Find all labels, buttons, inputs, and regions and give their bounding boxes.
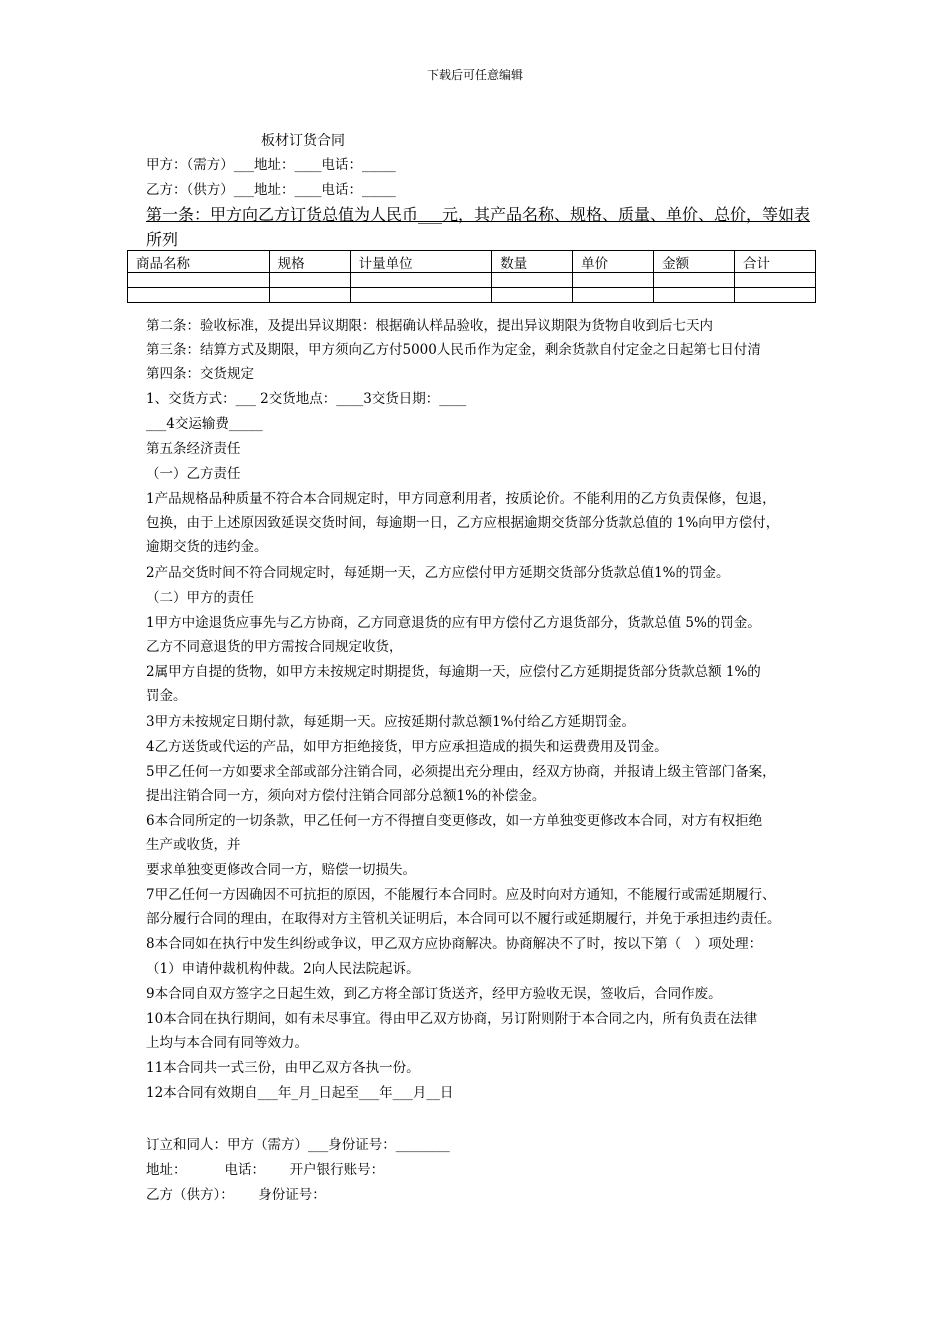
body-line: 5甲乙任何一方如要求全部或部分注销合同，必须提出充分理由，经双方协商，并报请上级主管部门备案， <box>146 764 776 780</box>
table-row <box>128 273 816 288</box>
table-header-cell: 金额 <box>654 251 735 273</box>
body-line: 第二条：验收标准，及提出异议期限：根据确认样品验收，提出异议期限为货物自收到后七天内 <box>146 318 713 334</box>
table-header-row <box>128 251 816 273</box>
table-header-cell: 合计 <box>735 251 816 273</box>
body-line: 逾期交货的违约金。 <box>146 539 268 555</box>
table-header-cell: 商品名称 <box>128 251 270 273</box>
body-line: 第三条：结算方式及期限，甲方须向乙方付5000人民币作为定金，剩余货款自付定金之日起第七日付清 <box>146 342 761 358</box>
body-line: 乙方不同意退货的甲方需按合同规定收货， <box>146 639 403 655</box>
table-header-cell: 计量单位 <box>350 251 492 273</box>
article-1-line-2: 所列 <box>146 230 179 249</box>
body-line: 7甲乙任何一方因确因不可抗拒的原因，不能履行本合同时。应及时向对方通知，不能履行或需延期履行、 <box>146 887 776 903</box>
body-line: 10本合同在执行期间，如有未尽事宜。得由甲乙双方协商，另订附则附于本合同之内，所有负责在法律 <box>146 1011 758 1027</box>
body-line: 1、交货方式：___ 2交货地点：____3交货日期：____ <box>146 391 467 407</box>
party-b-line: 乙方：（供方）___地址：____电话：_____ <box>146 182 396 198</box>
body-line: 提出注销合同一方，须向对方偿付注销合同部分总额1%的补偿金。 <box>146 788 546 804</box>
body-line: 上均与本合同有同等效力。 <box>146 1035 308 1051</box>
body-line: 生产或收货，并 <box>146 837 241 853</box>
table-header-cell: 单价 <box>573 251 654 273</box>
body-line: 第四条：交货规定 <box>146 366 254 382</box>
body-line: 4乙方送货或代运的产品，如甲方拒绝接货，甲方应承担造成的损失和运费费用及罚金。 <box>146 739 668 755</box>
body-line: （一）乙方责任 <box>146 466 241 482</box>
party-a-line: 甲方：（需方）___地址：____电话：_____ <box>146 157 396 173</box>
body-line: 要求单独变更修改合同一方，赔偿一切损失。 <box>146 862 416 878</box>
article-1-line-1: 第一条：甲方向乙方订货总值为人民币___元，其产品名称、规格、质量、单价、总价，等如表 <box>146 205 811 224</box>
body-line: 1产品规格品种质量不符合本合同规定时，甲方同意利用者，按质论价。不能利用的乙方负责保修，包退， <box>146 491 776 507</box>
body-line: 2属甲方自提的货物，如甲方未按规定时期提货，每逾期一天，应偿付乙方延期提货部分货款总额 1%的 <box>146 664 761 680</box>
body-line: 1甲方中途退货应事先与乙方协商，乙方同意退货的应有甲方偿付乙方退货部分，货款总值 5%的罚金。 <box>146 615 761 631</box>
body-line: 2产品交货时间不符合同规定时，每延期一天，乙方应偿付甲方延期交货部分货款总值1%的罚金。 <box>146 565 730 581</box>
document-title: 板材订货合同 <box>261 133 345 149</box>
body-line: 3甲方未按规定日期付款，每延期一天。应按延期付款总额1%付给乙方延期罚金。 <box>146 714 636 730</box>
validity-line: 12本合同有效期自___年_月_日起至___年___月__日 <box>146 1085 454 1101</box>
table-header-cell: 规格 <box>269 251 350 273</box>
body-line: ___4交运输费_____ <box>146 416 263 432</box>
signature-line-1: 订立和同人：甲方（需方）___身份证号：________ <box>146 1137 450 1153</box>
header-note: 下载后可任意编辑 <box>426 68 523 82</box>
body-line: 6本合同所定的一切条款，甲乙任何一方不得擅自变更修改，如一方单独变更修改本合同，对方有权拒绝 <box>146 813 763 829</box>
body-line: 罚金。 <box>146 688 187 704</box>
goods-table <box>127 250 816 303</box>
body-line: 8本合同如在执行中发生纠纷或争议，甲乙双方应协商解决。协商解决不了时，按以下第（ ）项处理： <box>146 936 763 952</box>
body-line: （1）申请仲裁机构仲裁。2向人民法院起诉。 <box>146 961 420 977</box>
table-row <box>128 288 816 303</box>
signature-line-3: 乙方（供方）： 身份证号： <box>146 1187 326 1203</box>
body-line: 9本合同自双方签字之日起生效，到乙方将全部订货送齐，经甲方验收无误，签收后，合同作废。 <box>146 986 722 1002</box>
body-line: 11本合同共一式三份，由甲乙双方各执一份。 <box>146 1060 420 1076</box>
body-line: 包换，由于上述原因致延误交货时间，每逾期一日，乙方应根据逾期交货部分货款总值的 1%向甲方偿付， <box>146 515 780 531</box>
body-line: 部分履行合同的理由，在取得对方主管机关证明后，本合同可以不履行或延期履行，并免于承担违约责任。 <box>146 911 781 927</box>
body-line: 第五条经济责任 <box>146 441 241 457</box>
signature-line-2: 地址： 电话： 开户银行账号： <box>146 1162 385 1178</box>
table-header-cell: 数量 <box>492 251 573 273</box>
body-line: （二）甲方的责任 <box>146 590 254 606</box>
